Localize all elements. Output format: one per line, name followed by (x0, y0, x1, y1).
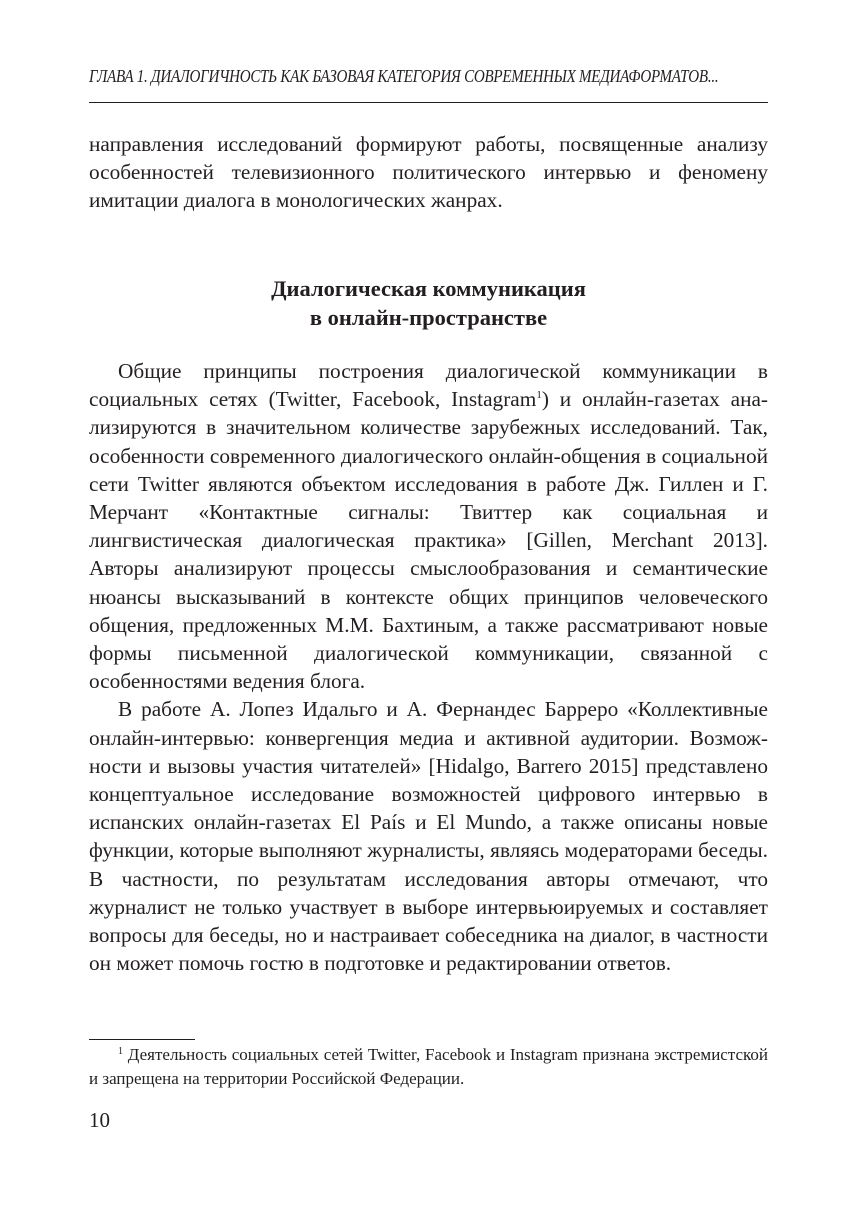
section-heading-line-2: в онлайн-пространстве (309, 305, 548, 330)
footnote-mark: 1 (118, 1046, 123, 1057)
paragraph-2: В работе А. Лопез Идальго и А. Фернандес Барреро «Коллективные онлайн-интервью: конвергенция медиа и активной аудитории. Возможности и вызовы участия читателей» [Hidalgo, Barrero 2015] представлено концептуальное исследование возможностей цифрового интервью в испанских онлайн-газетах El País и El Mundo, а также описаны новые функции, которые выполняют журналисты, являясь модераторами беседы. В частности, по результатам исследования авторы отмечают, что журналист не только участвует в выборе интервьюируемых и составляет вопросы для беседы, но и настраивает собеседника на диалог, в частности он может помочь гостю в подготовке и редактировании ответов. (89, 697, 768, 976)
footnote (89, 1043, 768, 1091)
paragraph-1-start: Общие принципы построения диалогической коммуникации в социальных сетях (Twitter, Facebook, Instagram (89, 359, 768, 412)
section-body (89, 357, 768, 977)
footnote-reference[interactable]: 1 (536, 389, 542, 402)
section-heading (89, 274, 768, 332)
section-heading-line-1: Диалогическая коммуникация (271, 276, 586, 301)
intro-paragraph (89, 130, 768, 215)
footnote-divider (89, 1039, 195, 1040)
page-number: 10 (89, 1108, 110, 1132)
footnote-text: Деятельность социальных сетей Twitter, Facebook и Instagram признана экстремистской и запрещена на территории Российской Федерации. (89, 1045, 769, 1088)
paragraph-1 (89, 357, 768, 695)
intro-text: направления исследований формируют работы, посвященные анализу особенностей телевизионного политического интервью и феномену имитации диалога в монологических жанрах. (89, 132, 768, 213)
running-head: ГЛАВА 1. ДИАЛОГИЧНОСТЬ КАК БАЗОВАЯ КАТЕГОРИЯ СОВРЕМЕННЫХ МЕДИАФОРМАТОВ... (89, 66, 719, 86)
header-divider (89, 102, 768, 103)
paragraph-1-rest: ) и онлайн-газетах анализируются в значительном количестве зарубежных исследований. Так, особенности современного диалогического онлайн-общения в социальной сети Twitter являются объектом исследования в работе Дж. Гиллен и Г. Мерчант «Контактные сигналы: Твиттер как социальная и лингвистическая диалогическая практика» [Gillen, Merchant 2013]. Авторы анализируют процессы смыслообразования и семантические нюансы высказываний в контексте общих принципов человеческого общения, предложенных М.М. Бахтиным, а также рассматривают новые формы письменной диалогической коммуникации, связанной с особенностями ведения блога. (89, 387, 769, 694)
